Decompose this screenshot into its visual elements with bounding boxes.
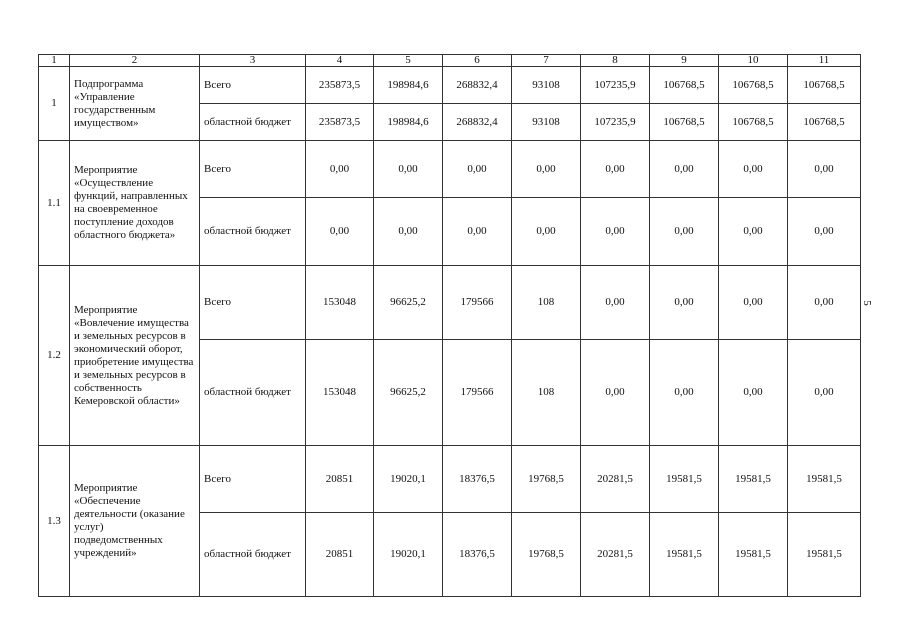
value-cell: 19581,5: [788, 446, 861, 513]
value-cell: 20851: [306, 513, 374, 597]
item-name-cell: Мероприятие «Осуществление функций, направленных на своевременное поступление доходов областного бюджета»: [70, 141, 200, 266]
value-cell: 268832,4: [443, 67, 512, 104]
header-cell: 3: [200, 55, 306, 67]
header-cell: 2: [70, 55, 200, 67]
row-number-cell: 1: [39, 67, 70, 141]
header-row: [39, 55, 861, 67]
value-cell: 153048: [306, 266, 374, 340]
value-cell: 19020,1: [374, 513, 443, 597]
value-cell: 0,00: [581, 266, 650, 340]
header-cell: 1: [39, 55, 70, 67]
value-cell: 108: [512, 266, 581, 340]
value-cell: 96625,2: [374, 340, 443, 446]
value-cell: 0,00: [719, 141, 788, 198]
row-number-cell: 1.3: [39, 446, 70, 597]
funding-source-cell: Всего: [200, 446, 306, 513]
value-cell: 106768,5: [788, 104, 861, 141]
value-cell: 0,00: [719, 340, 788, 446]
funding-source-cell: областной бюджет: [200, 513, 306, 597]
value-cell: 20281,5: [581, 513, 650, 597]
value-cell: 0,00: [374, 141, 443, 198]
value-cell: 0,00: [788, 198, 861, 266]
value-cell: 153048: [306, 340, 374, 446]
value-cell: 106768,5: [719, 67, 788, 104]
value-cell: 106768,5: [650, 104, 719, 141]
header-cell: 4: [306, 55, 374, 67]
funding-source-cell: областной бюджет: [200, 104, 306, 141]
header-cell: 11: [788, 55, 861, 67]
value-cell: 20281,5: [581, 446, 650, 513]
value-cell: 106768,5: [788, 67, 861, 104]
value-cell: 0,00: [581, 340, 650, 446]
value-cell: 0,00: [512, 198, 581, 266]
value-cell: 0,00: [512, 141, 581, 198]
item-name-cell: Мероприятие «Вовлечение имущества и земельных ресурсов в экономический оборот, приобретение имущества и земельных ресурсов в собственность Кемеровской области»: [70, 266, 200, 446]
value-cell: 235873,5: [306, 67, 374, 104]
header-cell: 7: [512, 55, 581, 67]
value-cell: 0,00: [443, 141, 512, 198]
value-cell: 96625,2: [374, 266, 443, 340]
value-cell: 19581,5: [719, 513, 788, 597]
value-cell: 0,00: [306, 198, 374, 266]
value-cell: 108: [512, 340, 581, 446]
funding-source-cell: Всего: [200, 67, 306, 104]
value-cell: 0,00: [650, 198, 719, 266]
table-row: [39, 446, 861, 513]
value-cell: 0,00: [581, 141, 650, 198]
row-number-cell: 1.2: [39, 266, 70, 446]
value-cell: 18376,5: [443, 446, 512, 513]
value-cell: 0,00: [443, 198, 512, 266]
table-body: [39, 55, 861, 597]
value-cell: 19581,5: [788, 513, 861, 597]
row-number-cell: 1.1: [39, 141, 70, 266]
table-row: [39, 266, 861, 340]
header-cell: 10: [719, 55, 788, 67]
value-cell: 0,00: [788, 340, 861, 446]
budget-table: [38, 54, 861, 597]
value-cell: 106768,5: [719, 104, 788, 141]
table-row: [39, 67, 861, 104]
value-cell: 20851: [306, 446, 374, 513]
value-cell: 235873,5: [306, 104, 374, 141]
value-cell: 0,00: [719, 198, 788, 266]
value-cell: 0,00: [650, 340, 719, 446]
value-cell: 198984,6: [374, 67, 443, 104]
value-cell: 0,00: [306, 141, 374, 198]
funding-source-cell: Всего: [200, 141, 306, 198]
value-cell: 107235,9: [581, 104, 650, 141]
value-cell: 107235,9: [581, 67, 650, 104]
value-cell: 19581,5: [650, 513, 719, 597]
value-cell: 179566: [443, 340, 512, 446]
funding-source-cell: областной бюджет: [200, 340, 306, 446]
value-cell: 19020,1: [374, 446, 443, 513]
value-cell: 0,00: [374, 198, 443, 266]
value-cell: 106768,5: [650, 67, 719, 104]
value-cell: 0,00: [650, 141, 719, 198]
value-cell: 18376,5: [443, 513, 512, 597]
header-cell: 5: [374, 55, 443, 67]
value-cell: 93108: [512, 67, 581, 104]
header-cell: 9: [650, 55, 719, 67]
header-cell: 6: [443, 55, 512, 67]
value-cell: 179566: [443, 266, 512, 340]
value-cell: 19768,5: [512, 513, 581, 597]
funding-source-cell: областной бюджет: [200, 198, 306, 266]
value-cell: 19768,5: [512, 446, 581, 513]
value-cell: 0,00: [788, 266, 861, 340]
value-cell: 198984,6: [374, 104, 443, 141]
item-name-cell: Подпрограмма «Управление государственным имуществом»: [70, 67, 200, 141]
value-cell: 268832,4: [443, 104, 512, 141]
value-cell: 0,00: [788, 141, 861, 198]
value-cell: 0,00: [719, 266, 788, 340]
table-row: [39, 141, 861, 198]
value-cell: 93108: [512, 104, 581, 141]
value-cell: 19581,5: [650, 446, 719, 513]
value-cell: 0,00: [581, 198, 650, 266]
funding-source-cell: Всего: [200, 266, 306, 340]
page-number: 5: [860, 300, 873, 306]
value-cell: 0,00: [650, 266, 719, 340]
value-cell: 19581,5: [719, 446, 788, 513]
item-name-cell: Мероприятие «Обеспечение деятельности (оказание услуг) подведомственных учреждений»: [70, 446, 200, 597]
header-cell: 8: [581, 55, 650, 67]
